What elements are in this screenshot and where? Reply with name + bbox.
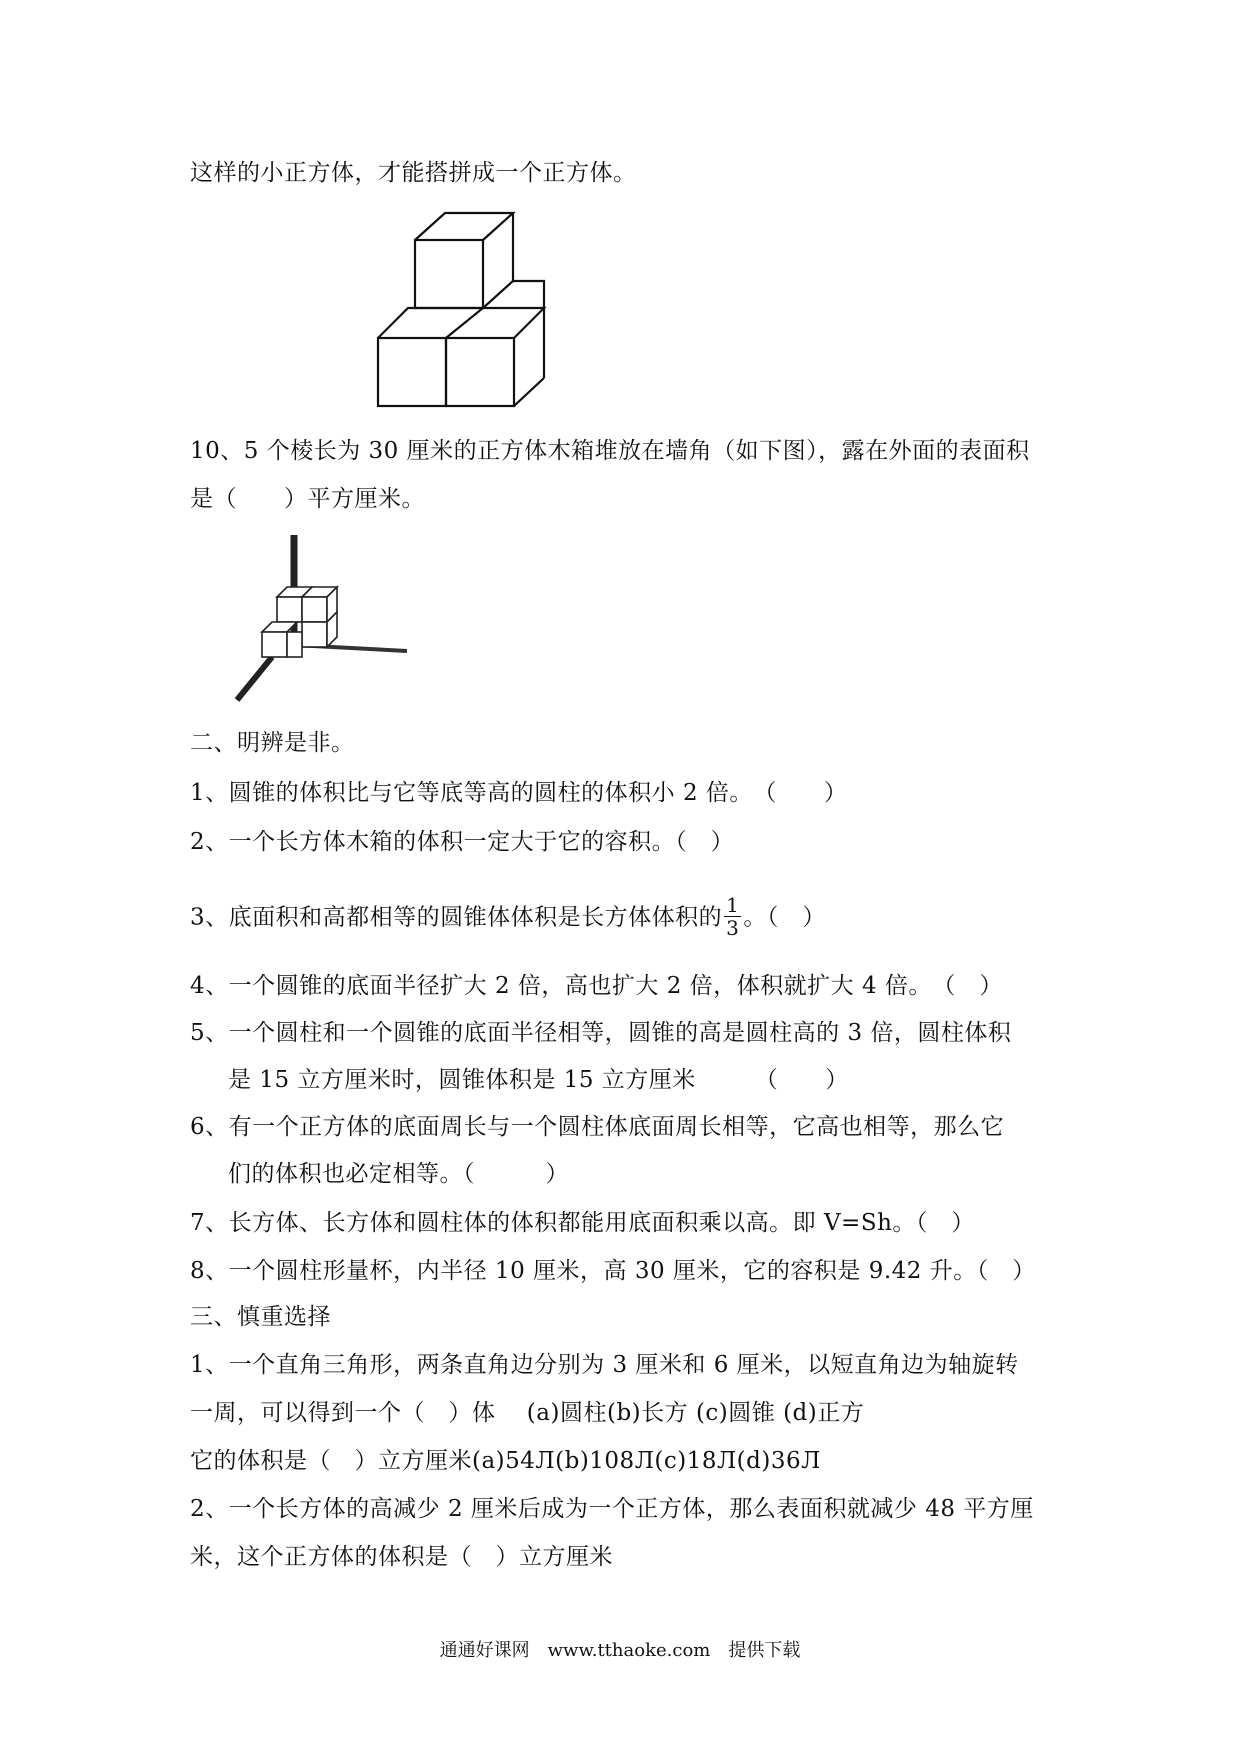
q10-line2: 是（ ）平方厘米。 bbox=[190, 486, 425, 512]
fraction-denominator: 3 bbox=[726, 916, 740, 940]
one-third-fraction bbox=[724, 894, 741, 939]
q9-tail-text: 这样的小正方体，才能搭拼成一个正方体。 bbox=[190, 160, 637, 186]
section3-title: 三、慎重选择 bbox=[190, 1304, 331, 1330]
tf-q7: 7、长方体、长方体和圆柱体的体积都能用底面积乘以高。即 V=Sh。（ ） bbox=[190, 1210, 975, 1236]
mc-q2-line1: 2、一个长方体的高减少 2 厘米后成为一个正方体，那么表面积就减少 48 平方厘 bbox=[190, 1496, 1034, 1522]
tf-q3-post: 。（ ） bbox=[743, 904, 826, 931]
mc-q1-line1: 1、一个直角三角形，两条直角边分别为 3 厘米和 6 厘米，以短直角边为轴旋转 bbox=[190, 1352, 1019, 1378]
tf-q8: 8、一个圆柱形量杯，内半径 10 厘米，高 30 厘米，它的容积是 9.42 升。（ ） bbox=[190, 1258, 1036, 1284]
q10-line1: 10、5 个棱长为 30 厘米的正方体木箱堆放在墙角（如下图），露在外面的表面积 bbox=[190, 438, 1030, 464]
tf-q3 bbox=[190, 893, 826, 941]
page-footer: 通通好课网 www.tthaoke.com 提供下载 bbox=[439, 1640, 801, 1661]
three-cubes-figure bbox=[370, 210, 620, 410]
tf-q1: 1、圆锥的体积比与它等底等高的圆柱的体积小 2 倍。 （ ） bbox=[190, 780, 848, 806]
mc-q2-line2: 米，这个正方体的体积是（ ）立方厘米 bbox=[190, 1544, 613, 1570]
section2-title: 二、明辨是非。 bbox=[190, 730, 355, 756]
tf-q4: 4、一个圆锥的底面半径扩大 2 倍，高也扩大 2 倍，体积就扩大 4 倍。 （ ） bbox=[190, 973, 1003, 999]
tf-q5-line2: 是 15 立方厘米时，圆锥体积是 15 立方厘米 （ ） bbox=[228, 1067, 849, 1093]
mc-q1-line3: 它的体积是（ ）立方厘米(a)54Л(b)108Л(c)18Л(d)36Л bbox=[190, 1448, 821, 1474]
tf-q6-line1: 6、有一个正方体的底面周长与一个圆柱体底面周长相等，它高也相等，那么它 bbox=[190, 1114, 1005, 1140]
corner-boxes-figure bbox=[232, 535, 412, 705]
mc-q1-line2: 一周，可以得到一个（ ）体 (a)圆柱(b)长方 (c)圆锥 (d)正方 bbox=[190, 1400, 865, 1426]
tf-q3-pre: 3、底面积和高都相等的圆锥体体积是长方体体积的 bbox=[190, 904, 723, 931]
tf-q6-line2: 们的体积也必定相等。（ ） bbox=[228, 1161, 569, 1187]
fraction-numerator: 1 bbox=[726, 893, 740, 917]
tf-q5-line1: 5、一个圆柱和一个圆锥的底面半径相等，圆锥的高是圆柱高的 3 倍，圆柱体积 bbox=[190, 1020, 1012, 1046]
tf-q2: 2、一个长方体木箱的体积一定大于它的容积。（ ） bbox=[190, 829, 735, 855]
